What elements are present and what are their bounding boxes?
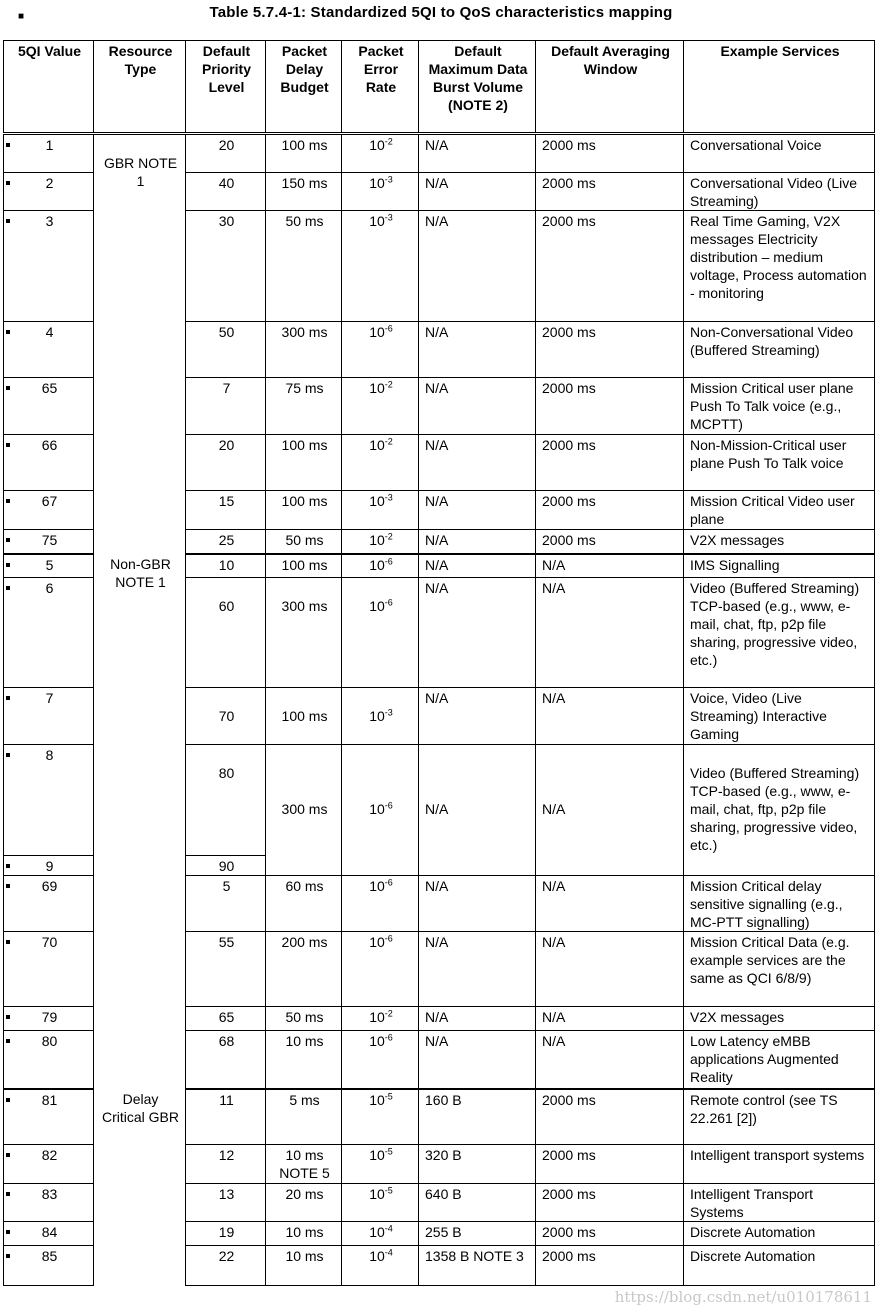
row-marker <box>6 563 10 567</box>
priority-cell: 68 <box>186 1031 266 1089</box>
header-5qi-value: 5QI Value <box>4 41 94 134</box>
delay-budget-cell: 50 ms <box>266 530 342 554</box>
averaging-window-cell: 2000 ms <box>536 491 684 530</box>
qi-cell: 2 <box>4 173 94 211</box>
error-rate-cell: $10^{-4}$ <box>342 1222 419 1246</box>
watermark: https://blog.csdn.net/u010178611 <box>614 1288 872 1306</box>
header-resource-type: Resource Type <box>94 41 186 134</box>
header-packet-delay-budget: Packet Delay Budget <box>266 41 342 134</box>
averaging-window-cell: N/A <box>536 578 684 688</box>
delay-budget-cell: 150 ms <box>266 173 342 211</box>
example-services-cell: Low Latency eMBB applications Augmented Reality <box>684 1031 875 1089</box>
qi-cell: 67 <box>4 491 94 530</box>
table-row <box>4 554 875 578</box>
delay-budget-cell: 50 ms <box>266 1007 342 1031</box>
burst-volume-cell: 640 B <box>419 1184 536 1222</box>
resource-type-delay-critical: Delay Critical GBR <box>94 1089 186 1286</box>
burst-volume-cell: N/A <box>419 745 536 876</box>
row-marker <box>6 1230 10 1234</box>
qi-cell: 82 <box>4 1145 94 1184</box>
delay-budget-cell: 100 ms <box>266 491 342 530</box>
averaging-window-cell: N/A <box>536 554 684 578</box>
error-rate-cell: $10^{-6}$ <box>342 932 419 1007</box>
averaging-window-cell: 2000 ms <box>536 1222 684 1246</box>
burst-volume-cell: N/A <box>419 554 536 578</box>
row-marker <box>6 499 10 503</box>
error-rate-cell: $10^{-6}$ <box>342 876 419 932</box>
averaging-window-cell: 2000 ms <box>536 211 684 322</box>
delay-budget-cell: 100 ms <box>266 688 342 745</box>
row-marker <box>6 940 10 944</box>
averaging-window-cell: 2000 ms <box>536 1246 684 1286</box>
priority-cell: 11 <box>186 1089 266 1145</box>
row-marker <box>6 1098 10 1102</box>
example-services-cell: Video (Buffered Streaming) TCP-based (e.g., www, e-mail, chat, ftp, p2p file sharing, progressive video, etc.) <box>684 578 875 688</box>
delay-budget-cell: 10 ms <box>266 1031 342 1089</box>
error-rate-cell: $10^{-6}$ <box>342 745 419 876</box>
burst-volume-cell: N/A <box>419 578 536 688</box>
error-rate-cell: $10^{-5}$ <box>342 1089 419 1145</box>
priority-cell: 40 <box>186 173 266 211</box>
resource-type-non-gbr: Non-GBR NOTE 1 <box>94 554 186 1089</box>
priority-cell: 10 <box>186 554 266 578</box>
averaging-window-cell: 2000 ms <box>536 378 684 435</box>
error-rate-cell: $10^{-2}$ <box>342 530 419 554</box>
error-rate-cell: $10^{-5}$ <box>342 1145 419 1184</box>
priority-cell: 20 <box>186 134 266 173</box>
priority-cell: 7 <box>186 378 266 435</box>
delay-budget-cell: 200 ms <box>266 932 342 1007</box>
qi-cell: 7 <box>4 688 94 745</box>
error-rate-cell: $10^{-6}$ <box>342 578 419 688</box>
delay-budget-cell: 300 ms <box>266 578 342 688</box>
burst-volume-cell: N/A <box>419 435 536 491</box>
qi-cell: 81 <box>4 1089 94 1145</box>
priority-cell: 12 <box>186 1145 266 1184</box>
delay-budget-cell: 300 ms <box>266 745 342 876</box>
delay-budget-cell: 100 ms <box>266 435 342 491</box>
row-marker <box>6 753 10 757</box>
example-services-cell: Non-Mission-Critical user plane Push To Talk voice <box>684 435 875 491</box>
delay-budget-cell: 10 ms <box>266 1246 342 1286</box>
priority-cell: 30 <box>186 211 266 322</box>
table-row <box>4 134 875 173</box>
burst-volume-cell: N/A <box>419 1031 536 1089</box>
row-marker <box>6 330 10 334</box>
table-title: Table 5.7.4-1: Standardized 5QI to QoS characteristics mapping <box>209 4 673 21</box>
burst-volume-cell: N/A <box>419 378 536 435</box>
title-bullet: ■ <box>18 11 25 22</box>
qos-table <box>3 40 875 1286</box>
burst-volume-cell: N/A <box>419 491 536 530</box>
averaging-window-cell: 2000 ms <box>536 173 684 211</box>
averaging-window-cell: 2000 ms <box>536 1145 684 1184</box>
burst-volume-cell: N/A <box>419 876 536 932</box>
burst-volume-cell: 255 B <box>419 1222 536 1246</box>
example-services-cell: Conversational Voice <box>684 134 875 173</box>
row-marker <box>6 1254 10 1258</box>
priority-cell: 20 <box>186 435 266 491</box>
priority-cell: 65 <box>186 1007 266 1031</box>
qi-cell: 83 <box>4 1184 94 1222</box>
row-marker <box>6 696 10 700</box>
row-marker <box>6 443 10 447</box>
averaging-window-cell: 2000 ms <box>536 134 684 173</box>
delay-budget-cell: 10 ms NOTE 5 <box>266 1145 342 1184</box>
header-averaging-window: Default Averaging Window <box>536 41 684 134</box>
burst-volume-cell: 1358 B NOTE 3 <box>419 1246 536 1286</box>
delay-budget-cell: 100 ms <box>266 554 342 578</box>
priority-cell: 22 <box>186 1246 266 1286</box>
header-max-data-burst-volume: Default Maximum Data Burst Volume (NOTE 2) <box>419 41 536 134</box>
averaging-window-cell: 2000 ms <box>536 530 684 554</box>
delay-budget-cell: 20 ms <box>266 1184 342 1222</box>
example-services-cell: V2X messages <box>684 530 875 554</box>
priority-cell: 13 <box>186 1184 266 1222</box>
error-rate-cell: $10^{-2}$ <box>342 435 419 491</box>
row-marker <box>6 143 10 147</box>
error-rate-cell: $10^{-6}$ <box>342 1031 419 1089</box>
priority-cell: 15 <box>186 491 266 530</box>
row-marker <box>6 386 10 390</box>
example-services-cell: Discrete Automation <box>684 1222 875 1246</box>
delay-budget-cell: 50 ms <box>266 211 342 322</box>
error-rate-cell: $10^{-2}$ <box>342 134 419 173</box>
delay-budget-cell: 100 ms <box>266 134 342 173</box>
row-marker <box>6 538 10 542</box>
qi-cell: 66 <box>4 435 94 491</box>
error-rate-cell: $10^{-5}$ <box>342 1184 419 1222</box>
delay-budget-cell: 5 ms <box>266 1089 342 1145</box>
qi-cell: 5 <box>4 554 94 578</box>
error-rate-cell: $10^{-3}$ <box>342 211 419 322</box>
priority-cell: 19 <box>186 1222 266 1246</box>
row-marker <box>6 181 10 185</box>
averaging-window-cell: N/A <box>536 688 684 745</box>
burst-volume-cell: N/A <box>419 173 536 211</box>
burst-volume-cell: N/A <box>419 322 536 378</box>
qi-cell: 84 <box>4 1222 94 1246</box>
example-services-cell: IMS Signalling <box>684 554 875 578</box>
averaging-window-cell: N/A <box>536 1031 684 1089</box>
delay-budget-cell: 60 ms <box>266 876 342 932</box>
qi-cell: 3 <box>4 211 94 322</box>
example-services-cell: Non-Conversational Video (Buffered Streaming) <box>684 322 875 378</box>
error-rate-cell: $10^{-3}$ <box>342 173 419 211</box>
example-services-cell: Voice, Video (Live Streaming) Interactive Gaming <box>684 688 875 745</box>
error-rate-cell: $10^{-4}$ <box>342 1246 419 1286</box>
example-services-cell: Mission Critical Video user plane <box>684 491 875 530</box>
example-services-cell: Intelligent transport systems <box>684 1145 875 1184</box>
header-priority-level: Default Priority Level <box>186 41 266 134</box>
priority-cell: 25 <box>186 530 266 554</box>
burst-volume-cell: N/A <box>419 211 536 322</box>
qi-cell: 1 <box>4 134 94 173</box>
row-marker <box>6 586 10 590</box>
row-marker <box>6 884 10 888</box>
table-row <box>4 1089 875 1145</box>
priority-cell: 5 <box>186 876 266 932</box>
example-services-cell: Video (Buffered Streaming) TCP-based (e.g., www, e-mail, chat, ftp, p2p file sharing, progressive video, etc.) <box>684 745 875 876</box>
row-marker <box>6 1015 10 1019</box>
qi-cell: 79 <box>4 1007 94 1031</box>
example-services-cell: Intelligent Transport Systems <box>684 1184 875 1222</box>
qi-cell: 70 <box>4 932 94 1007</box>
row-marker <box>6 219 10 223</box>
averaging-window-cell: 2000 ms <box>536 322 684 378</box>
row-marker <box>6 1153 10 1157</box>
priority-cell: 60 <box>186 578 266 688</box>
row-marker <box>6 1192 10 1196</box>
averaging-window-cell: 2000 ms <box>536 1089 684 1145</box>
qi-cell: 85 <box>4 1246 94 1286</box>
example-services-cell: Mission Critical delay sensitive signalling (e.g., MC-PTT signalling) <box>684 876 875 932</box>
averaging-window-cell: N/A <box>536 745 684 876</box>
header-packet-error-rate: Packet Error Rate <box>342 41 419 134</box>
burst-volume-cell: 160 B <box>419 1089 536 1145</box>
error-rate-cell: $10^{-6}$ <box>342 322 419 378</box>
burst-volume-cell: N/A <box>419 134 536 173</box>
example-services-cell: Mission Critical Data (e.g. example services are the same as QCI 6/8/9) <box>684 932 875 1007</box>
qi-cell: 6 <box>4 578 94 688</box>
qi-cell: 75 <box>4 530 94 554</box>
header-row <box>4 41 875 134</box>
averaging-window-cell: N/A <box>536 876 684 932</box>
resource-type-gbr: GBR NOTE 1 <box>94 134 186 554</box>
example-services-cell: Discrete Automation <box>684 1246 875 1286</box>
error-rate-cell: $10^{-2}$ <box>342 1007 419 1031</box>
example-services-cell: V2X messages <box>684 1007 875 1031</box>
header-example-services: Example Services <box>684 41 875 134</box>
priority-cell: 55 <box>186 932 266 1007</box>
qi-cell: 69 <box>4 876 94 932</box>
error-rate-cell: $10^{-3}$ <box>342 688 419 745</box>
row-marker <box>6 1039 10 1043</box>
qi-cell: 80 <box>4 1031 94 1089</box>
burst-volume-cell: N/A <box>419 530 536 554</box>
example-services-cell: Conversational Video (Live Streaming) <box>684 173 875 211</box>
burst-volume-cell: 320 B <box>419 1145 536 1184</box>
delay-budget-cell: 300 ms <box>266 322 342 378</box>
burst-volume-cell: N/A <box>419 932 536 1007</box>
priority-cell: 80 <box>186 745 266 856</box>
row-marker <box>6 864 10 868</box>
example-services-cell: Mission Critical user plane Push To Talk voice (e.g., MCPTT) <box>684 378 875 435</box>
example-services-cell: Remote control (see TS 22.261 [2]) <box>684 1089 875 1145</box>
delay-budget-cell: 10 ms <box>266 1222 342 1246</box>
priority-cell: 70 <box>186 688 266 745</box>
burst-volume-cell: N/A <box>419 688 536 745</box>
priority-cell: 50 <box>186 322 266 378</box>
averaging-window-cell: N/A <box>536 932 684 1007</box>
delay-budget-cell: 75 ms <box>266 378 342 435</box>
burst-volume-cell: N/A <box>419 1007 536 1031</box>
error-rate-cell: $10^{-3}$ <box>342 491 419 530</box>
priority-cell: 90 <box>186 856 266 876</box>
qi-cell: 65 <box>4 378 94 435</box>
error-rate-cell: $10^{-6}$ <box>342 554 419 578</box>
qi-cell: 9 <box>4 856 94 876</box>
averaging-window-cell: N/A <box>536 1007 684 1031</box>
qi-cell: 8 <box>4 745 94 856</box>
averaging-window-cell: 2000 ms <box>536 435 684 491</box>
example-services-cell: Real Time Gaming, V2X messages Electricity distribution – medium voltage, Process automation - monitoring <box>684 211 875 322</box>
error-rate-cell: $10^{-2}$ <box>342 378 419 435</box>
averaging-window-cell: 2000 ms <box>536 1184 684 1222</box>
qi-cell: 4 <box>4 322 94 378</box>
